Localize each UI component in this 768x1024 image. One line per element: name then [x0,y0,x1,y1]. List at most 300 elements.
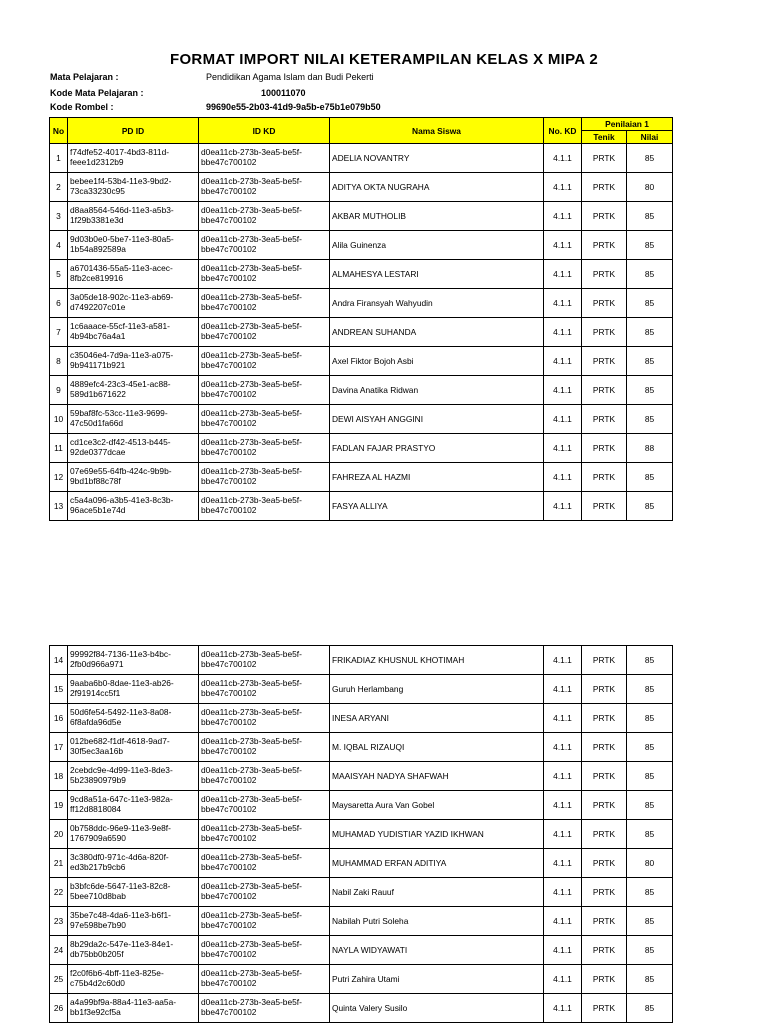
table-row [50,231,673,260]
cell-nilai [627,347,673,376]
cell-no [50,704,68,733]
cell-no [50,762,68,791]
cell-nilai [627,849,673,878]
cell-id-kd-text: d0ea11cb-273b-3ea5-be5f- [201,881,302,892]
cell-tenik [582,231,627,260]
cell-tenik-text: PRTK [592,800,616,810]
cell-id-kd-text: d0ea11cb-273b-3ea5-be5f- [201,910,302,921]
cell-no-text: 4 [56,240,61,250]
cell-pd-id-text: 35be7c48-4da6-11e3-b6f1- [70,910,171,921]
cell-nama-siswa-text: M. IQBAL RIZAUQI [332,742,405,752]
cell-pd-id-text: 1b54a892589a [70,244,126,254]
table-row [50,704,673,733]
cell-no [50,492,68,521]
cell-tenik [582,347,627,376]
cell-pd-id-text: 9bd1bf88c78f [70,476,121,486]
cell-no-kd [544,144,582,173]
cell-no-kd-text: 4.1.1 [553,655,572,665]
cell-pd-id-text: 73ca33230c95 [70,186,125,196]
cell-nilai [627,260,673,289]
cell-nama-siswa-text: Putri Zahira Utami [332,974,400,984]
cell-no [50,965,68,994]
cell-pd-id-text: 8fb2ce819916 [70,273,124,283]
cell-nama-siswa [330,289,544,318]
cell-nilai-text: 85 [644,684,655,694]
cell-pd-id-text: f74dfe52-4017-4bd3-811d- [70,147,170,158]
cell-pd-id-text: 012be682-f1df-4618-9ad7- [70,736,170,747]
cell-no [50,260,68,289]
cell-pd-id-text: d7492207c01e [70,302,126,312]
cell-no [50,376,68,405]
cell-pd-id [68,144,199,173]
cell-nilai-text: 80 [644,858,655,868]
cell-no-kd [544,965,582,994]
cell-tenik [582,492,627,521]
cell-id-kd [199,994,330,1023]
cell-no-kd [544,318,582,347]
cell-tenik-text: PRTK [592,974,616,984]
cell-nilai [627,820,673,849]
cell-id-kd [199,646,330,675]
cell-nama-siswa [330,820,544,849]
cell-id-kd-text: bbe47c700102 [201,331,257,341]
cell-nama-siswa [330,849,544,878]
cell-nama-siswa-text: Nabilah Putri Soleha [332,916,409,926]
cell-nilai-text: 85 [644,501,655,511]
cell-pd-id-text: ff12d8818084 [70,804,122,814]
cell-no-kd [544,405,582,434]
cell-tenik [582,289,627,318]
cell-pd-id-text: a4a99bf9a-88a4-11e3-aa5a- [70,997,177,1008]
cell-nama-siswa [330,173,544,202]
kode-mapel-value: 100011070 [261,88,306,98]
cell-nilai-text: 85 [644,742,655,752]
cell-id-kd-text: bbe47c700102 [201,1007,257,1017]
cell-no-kd-text: 4.1.1 [553,858,572,868]
cell-id-kd-text: d0ea11cb-273b-3ea5-be5f- [201,379,302,390]
cell-no-kd [544,434,582,463]
cell-id-kd-text: bbe47c700102 [201,862,257,872]
cell-id-kd [199,463,330,492]
cell-nilai-text: 85 [644,829,655,839]
cell-id-kd-text: bbe47c700102 [201,717,257,727]
cell-no [50,405,68,434]
table-row [50,936,673,965]
cell-nama-siswa-text: ADELIA NOVANTRY [332,153,410,163]
cell-tenik-text: PRTK [592,655,616,665]
cell-nilai [627,144,673,173]
cell-id-kd [199,260,330,289]
cell-no [50,791,68,820]
cell-pd-id [68,376,199,405]
cell-pd-id [68,463,199,492]
cell-pd-id [68,849,199,878]
cell-tenik-text: PRTK [592,858,616,868]
cell-pd-id-text: 589d1b671622 [70,389,126,399]
cell-no-kd-text: 4.1.1 [553,800,572,810]
cell-nama-siswa [330,907,544,936]
cell-id-kd-text: d0ea11cb-273b-3ea5-be5f- [201,205,302,216]
cell-no-kd-text: 4.1.1 [553,182,572,192]
table-row [50,318,673,347]
cell-id-kd-text: d0ea11cb-273b-3ea5-be5f- [201,292,302,303]
cell-no [50,733,68,762]
cell-pd-id [68,231,199,260]
cell-id-kd-text: d0ea11cb-273b-3ea5-be5f- [201,321,302,332]
cell-pd-id [68,762,199,791]
cell-id-kd [199,820,330,849]
cell-no-kd-text: 4.1.1 [553,153,572,163]
cell-nilai [627,965,673,994]
cell-nilai [627,202,673,231]
cell-id-kd-text: d0ea11cb-273b-3ea5-be5f- [201,852,302,863]
cell-tenik [582,646,627,675]
cell-id-kd-text: d0ea11cb-273b-3ea5-be5f- [201,234,302,245]
cell-no-text: 11 [54,443,63,453]
cell-tenik-text: PRTK [592,742,616,752]
cell-nilai-text: 85 [644,771,655,781]
cell-tenik-text: PRTK [592,153,616,163]
cell-pd-id-text: 6f8afda96d5e [70,717,122,727]
cell-nama-siswa [330,347,544,376]
cell-no [50,202,68,231]
cell-tenik-text: PRTK [592,829,616,839]
cell-nilai-text: 85 [644,385,655,395]
cell-id-kd [199,791,330,820]
cell-nilai-text: 85 [644,472,655,482]
cell-id-kd-text: bbe47c700102 [201,746,257,756]
cell-nilai [627,173,673,202]
cell-no-text: 8 [56,356,61,366]
cell-no-kd-text: 4.1.1 [553,829,572,839]
cell-nama-siswa [330,492,544,521]
cell-pd-id [68,878,199,907]
table-row [50,646,673,675]
cell-nama-siswa [330,260,544,289]
cell-nilai [627,704,673,733]
cell-nama-siswa-text: FAHREZA AL HAZMI [332,472,411,482]
cell-pd-id-text: 4889efc4-23c3-45e1-ac88- [70,379,171,390]
cell-pd-id-text: 1c6aaace-55cf-11e3-a581- [70,321,170,332]
kode-mapel-label: Kode Mata Pelajaran : [50,88,144,98]
cell-id-kd-text: d0ea11cb-273b-3ea5-be5f- [201,147,302,158]
cell-no [50,289,68,318]
cell-id-kd [199,173,330,202]
cell-no-kd-text: 4.1.1 [553,887,572,897]
cell-nama-siswa-text: AKBAR MUTHOLIB [332,211,406,221]
cell-pd-id-text: 2f91914cc5f1 [70,688,121,698]
cell-no-text: 16 [53,713,64,723]
cell-id-kd [199,347,330,376]
cell-nama-siswa-text: MAAISYAH NADYA SHAFWAH [332,771,449,781]
cell-no-kd-text: 4.1.1 [553,269,572,279]
cell-pd-id-text: 99992f84-7136-11e3-b4bc- [70,649,171,660]
cell-nama-siswa [330,733,544,762]
cell-pd-id-text: feee1d2312b9 [70,157,124,167]
cell-no-kd-text: 4.1.1 [553,771,572,781]
cell-nilai [627,231,673,260]
cell-id-kd-text: bbe47c700102 [201,157,257,167]
cell-id-kd [199,376,330,405]
cell-no-kd-text: 4.1.1 [553,684,572,694]
cell-nilai-text: 85 [644,800,655,810]
cell-tenik-text: PRTK [592,211,616,221]
cell-no-text: 10 [53,414,64,424]
cell-no-kd-text: 4.1.1 [553,240,572,250]
cell-id-kd [199,434,330,463]
cell-no-kd [544,907,582,936]
cell-id-kd [199,965,330,994]
cell-nama-siswa-text: Davina Anatika Ridwan [332,385,419,395]
table-row [50,994,673,1023]
cell-nilai [627,791,673,820]
cell-nilai-text: 85 [644,240,655,250]
cell-no-text: 21 [53,858,64,868]
cell-pd-id-text: 1f29b3381e3d [70,215,124,225]
cell-tenik-text: PRTK [592,327,616,337]
cell-tenik-text: PRTK [592,916,616,926]
cell-tenik-text: PRTK [592,472,616,482]
table-row [50,173,673,202]
cell-no-kd [544,820,582,849]
cell-no-kd-text: 4.1.1 [553,443,572,453]
cell-id-kd [199,231,330,260]
cell-tenik [582,733,627,762]
cell-no [50,994,68,1023]
cell-id-kd-text: d0ea11cb-273b-3ea5-be5f- [201,495,302,506]
cell-no-text: 19 [53,800,64,810]
cell-id-kd-text: d0ea11cb-273b-3ea5-be5f- [201,466,302,477]
cell-nama-siswa-text: Quinta Valery Susilo [332,1003,408,1013]
cell-tenik [582,704,627,733]
cell-nama-siswa-text: ADITYA OKTA NUGRAHA [332,182,430,192]
cell-tenik [582,907,627,936]
cell-tenik [582,376,627,405]
cell-pd-id-text: db75bb0b205f [70,949,124,959]
page-title: FORMAT IMPORT NILAI KETERAMPILAN KELAS X MIPA 2 [170,51,598,68]
cell-no-kd-text: 4.1.1 [553,385,572,395]
cell-nilai-text: 85 [644,211,655,221]
table-row [50,492,673,521]
cell-pd-id [68,820,199,849]
cell-no-text: 23 [53,916,64,926]
cell-nilai-text: 80 [644,182,655,192]
cell-tenik [582,675,627,704]
cell-no-kd [544,733,582,762]
cell-nilai [627,994,673,1023]
cell-no [50,936,68,965]
table-row [50,347,673,376]
cell-nilai-text: 85 [644,414,655,424]
cell-pd-id-text: 9cd8a51a-647c-11e3-982a- [70,794,173,805]
cell-nama-siswa-text: FADLAN FAJAR PRASTYO [332,443,436,453]
header-nama-siswa: Nama Siswa [330,118,544,144]
cell-pd-id-text: 2cebdc9e-4d99-11e3-8de3- [70,765,173,776]
cell-nilai-text: 85 [644,655,655,665]
cell-no-text: 7 [56,327,61,337]
cell-id-kd-text: d0ea11cb-273b-3ea5-be5f- [201,678,302,689]
cell-no-kd-text: 4.1.1 [553,1003,572,1013]
cell-pd-id-text: 5bee710d8bab [70,891,126,901]
cell-pd-id [68,646,199,675]
cell-id-kd-text: d0ea11cb-273b-3ea5-be5f- [201,649,302,660]
header-nilai: Nilai [627,131,673,144]
cell-no-kd [544,704,582,733]
cell-pd-id [68,434,199,463]
cell-nama-siswa-text: ANDREAN SUHANDA [332,327,417,337]
cell-pd-id [68,405,199,434]
cell-pd-id [68,791,199,820]
cell-pd-id-text: 50d6fe54-5492-11e3-8a08- [70,707,172,718]
cell-pd-id-text: 9aaba6b0-8dae-11e3-ab26- [70,678,174,689]
cell-nama-siswa [330,318,544,347]
cell-nilai [627,762,673,791]
cell-tenik-text: PRTK [592,443,616,453]
cell-pd-id-text: 92de0377dcae [70,447,126,457]
cell-pd-id-text: bebee1f4-53b4-11e3-9bd2- [70,176,172,187]
table-row [50,733,673,762]
table-row [50,289,673,318]
cell-id-kd-text: bbe47c700102 [201,920,257,930]
cell-no [50,675,68,704]
cell-id-kd [199,202,330,231]
cell-no-kd-text: 4.1.1 [553,327,572,337]
cell-pd-id [68,289,199,318]
cell-pd-id-text: bb1f3e92cf5a [70,1007,121,1017]
cell-nilai [627,936,673,965]
cell-pd-id-text: 47c50d1fa66d [70,418,124,428]
cell-pd-id-text: cd1ce3c2-df42-4513-b445- [70,437,171,448]
cell-no [50,231,68,260]
cell-pd-id [68,675,199,704]
cell-id-kd-text: bbe47c700102 [201,891,257,901]
table-row [50,849,673,878]
cell-pd-id [68,907,199,936]
cell-tenik-text: PRTK [592,713,616,723]
cell-pd-id-text: 07e69e55-64fb-424c-9b9b- [70,466,172,477]
cell-tenik [582,849,627,878]
cell-id-kd [199,289,330,318]
cell-id-kd [199,144,330,173]
cell-no [50,849,68,878]
cell-no-kd [544,202,582,231]
cell-no-text: 3 [56,211,61,221]
cell-id-kd-text: bbe47c700102 [201,476,257,486]
cell-id-kd-text: bbe47c700102 [201,389,257,399]
table-row [50,907,673,936]
cell-pd-id-text: 4b94bc76a4a1 [70,331,126,341]
cell-pd-id-text: 9d03b0e0-5be7-11e3-80a5- [70,234,174,245]
cell-id-kd-text: d0ea11cb-273b-3ea5-be5f- [201,736,302,747]
cell-no-kd-text: 4.1.1 [553,211,572,221]
cell-id-kd-text: bbe47c700102 [201,273,257,283]
cell-nilai [627,463,673,492]
cell-nilai [627,675,673,704]
cell-nilai-text: 85 [644,327,655,337]
cell-pd-id [68,347,199,376]
cell-no-kd [544,260,582,289]
table-row [50,463,673,492]
cell-pd-id [68,173,199,202]
cell-nama-siswa [330,144,544,173]
cell-no-kd [544,675,582,704]
cell-no-text: 25 [53,974,64,984]
cell-id-kd-text: bbe47c700102 [201,244,257,254]
header-id-kd: ID KD [199,118,330,144]
cell-nilai-text: 85 [644,298,655,308]
cell-no-text: 9 [56,385,61,395]
cell-id-kd-text: bbe47c700102 [201,949,257,959]
cell-id-kd-text: d0ea11cb-273b-3ea5-be5f- [201,794,302,805]
cell-tenik [582,762,627,791]
cell-nama-siswa [330,434,544,463]
cell-tenik [582,260,627,289]
table-row [50,878,673,907]
grades-table [49,117,673,521]
cell-pd-id-text: 0b758ddc-96e9-11e3-9e8f- [70,823,171,834]
cell-pd-id [68,492,199,521]
cell-no-text: 24 [53,945,64,955]
cell-pd-id [68,936,199,965]
cell-id-kd [199,907,330,936]
table-row [50,675,673,704]
cell-pd-id [68,704,199,733]
cell-pd-id-text: 59baf8fc-53cc-11e3-9699- [70,408,168,419]
cell-no-kd-text: 4.1.1 [553,414,572,424]
cell-tenik [582,144,627,173]
cell-pd-id-text: a6701436-55a5-11e3-acec- [70,263,173,274]
cell-id-kd-text: d0ea11cb-273b-3ea5-be5f- [201,176,302,187]
cell-id-kd-text: d0ea11cb-273b-3ea5-be5f- [201,823,302,834]
cell-tenik-text: PRTK [592,298,616,308]
header-penilaian: Penilaian 1 [582,118,673,131]
cell-pd-id-text: 3a05de18-902c-11e3-ab69- [70,292,174,303]
cell-no-kd-text: 4.1.1 [553,356,572,366]
cell-no-text: 13 [53,501,64,511]
cell-no-kd-text: 4.1.1 [553,713,572,723]
mapel-value: Pendidikan Agama Islam dan Budi Pekerti [206,72,374,82]
table-row [50,791,673,820]
header-tenik: Tenik [582,131,627,144]
cell-nama-siswa-text: MUHAMMAD ERFAN ADITIYA [332,858,447,868]
cell-tenik-text: PRTK [592,887,616,897]
cell-nilai [627,376,673,405]
cell-no-kd-text: 4.1.1 [553,742,572,752]
cell-no [50,646,68,675]
cell-no-kd [544,231,582,260]
cell-no-text: 2 [56,182,61,192]
cell-tenik [582,965,627,994]
table-row [50,376,673,405]
cell-id-kd-text: d0ea11cb-273b-3ea5-be5f- [201,707,302,718]
cell-nama-siswa [330,231,544,260]
cell-pd-id-text: 2fb0d966a971 [70,659,124,669]
cell-tenik [582,463,627,492]
cell-no-kd [544,646,582,675]
cell-tenik [582,434,627,463]
cell-nilai-text: 85 [644,153,655,163]
cell-pd-id-text: 1767909a6590 [70,833,126,843]
cell-pd-id [68,202,199,231]
cell-pd-id-text: 3c380df0-971c-4d6a-820f- [70,852,169,863]
cell-tenik [582,878,627,907]
cell-no-text: 26 [53,1003,64,1013]
cell-no-kd [544,347,582,376]
cell-tenik-text: PRTK [592,1003,616,1013]
cell-nama-siswa-text: Guruh Herlambang [332,684,404,694]
cell-no-kd-text: 4.1.1 [553,916,572,926]
cell-tenik [582,202,627,231]
